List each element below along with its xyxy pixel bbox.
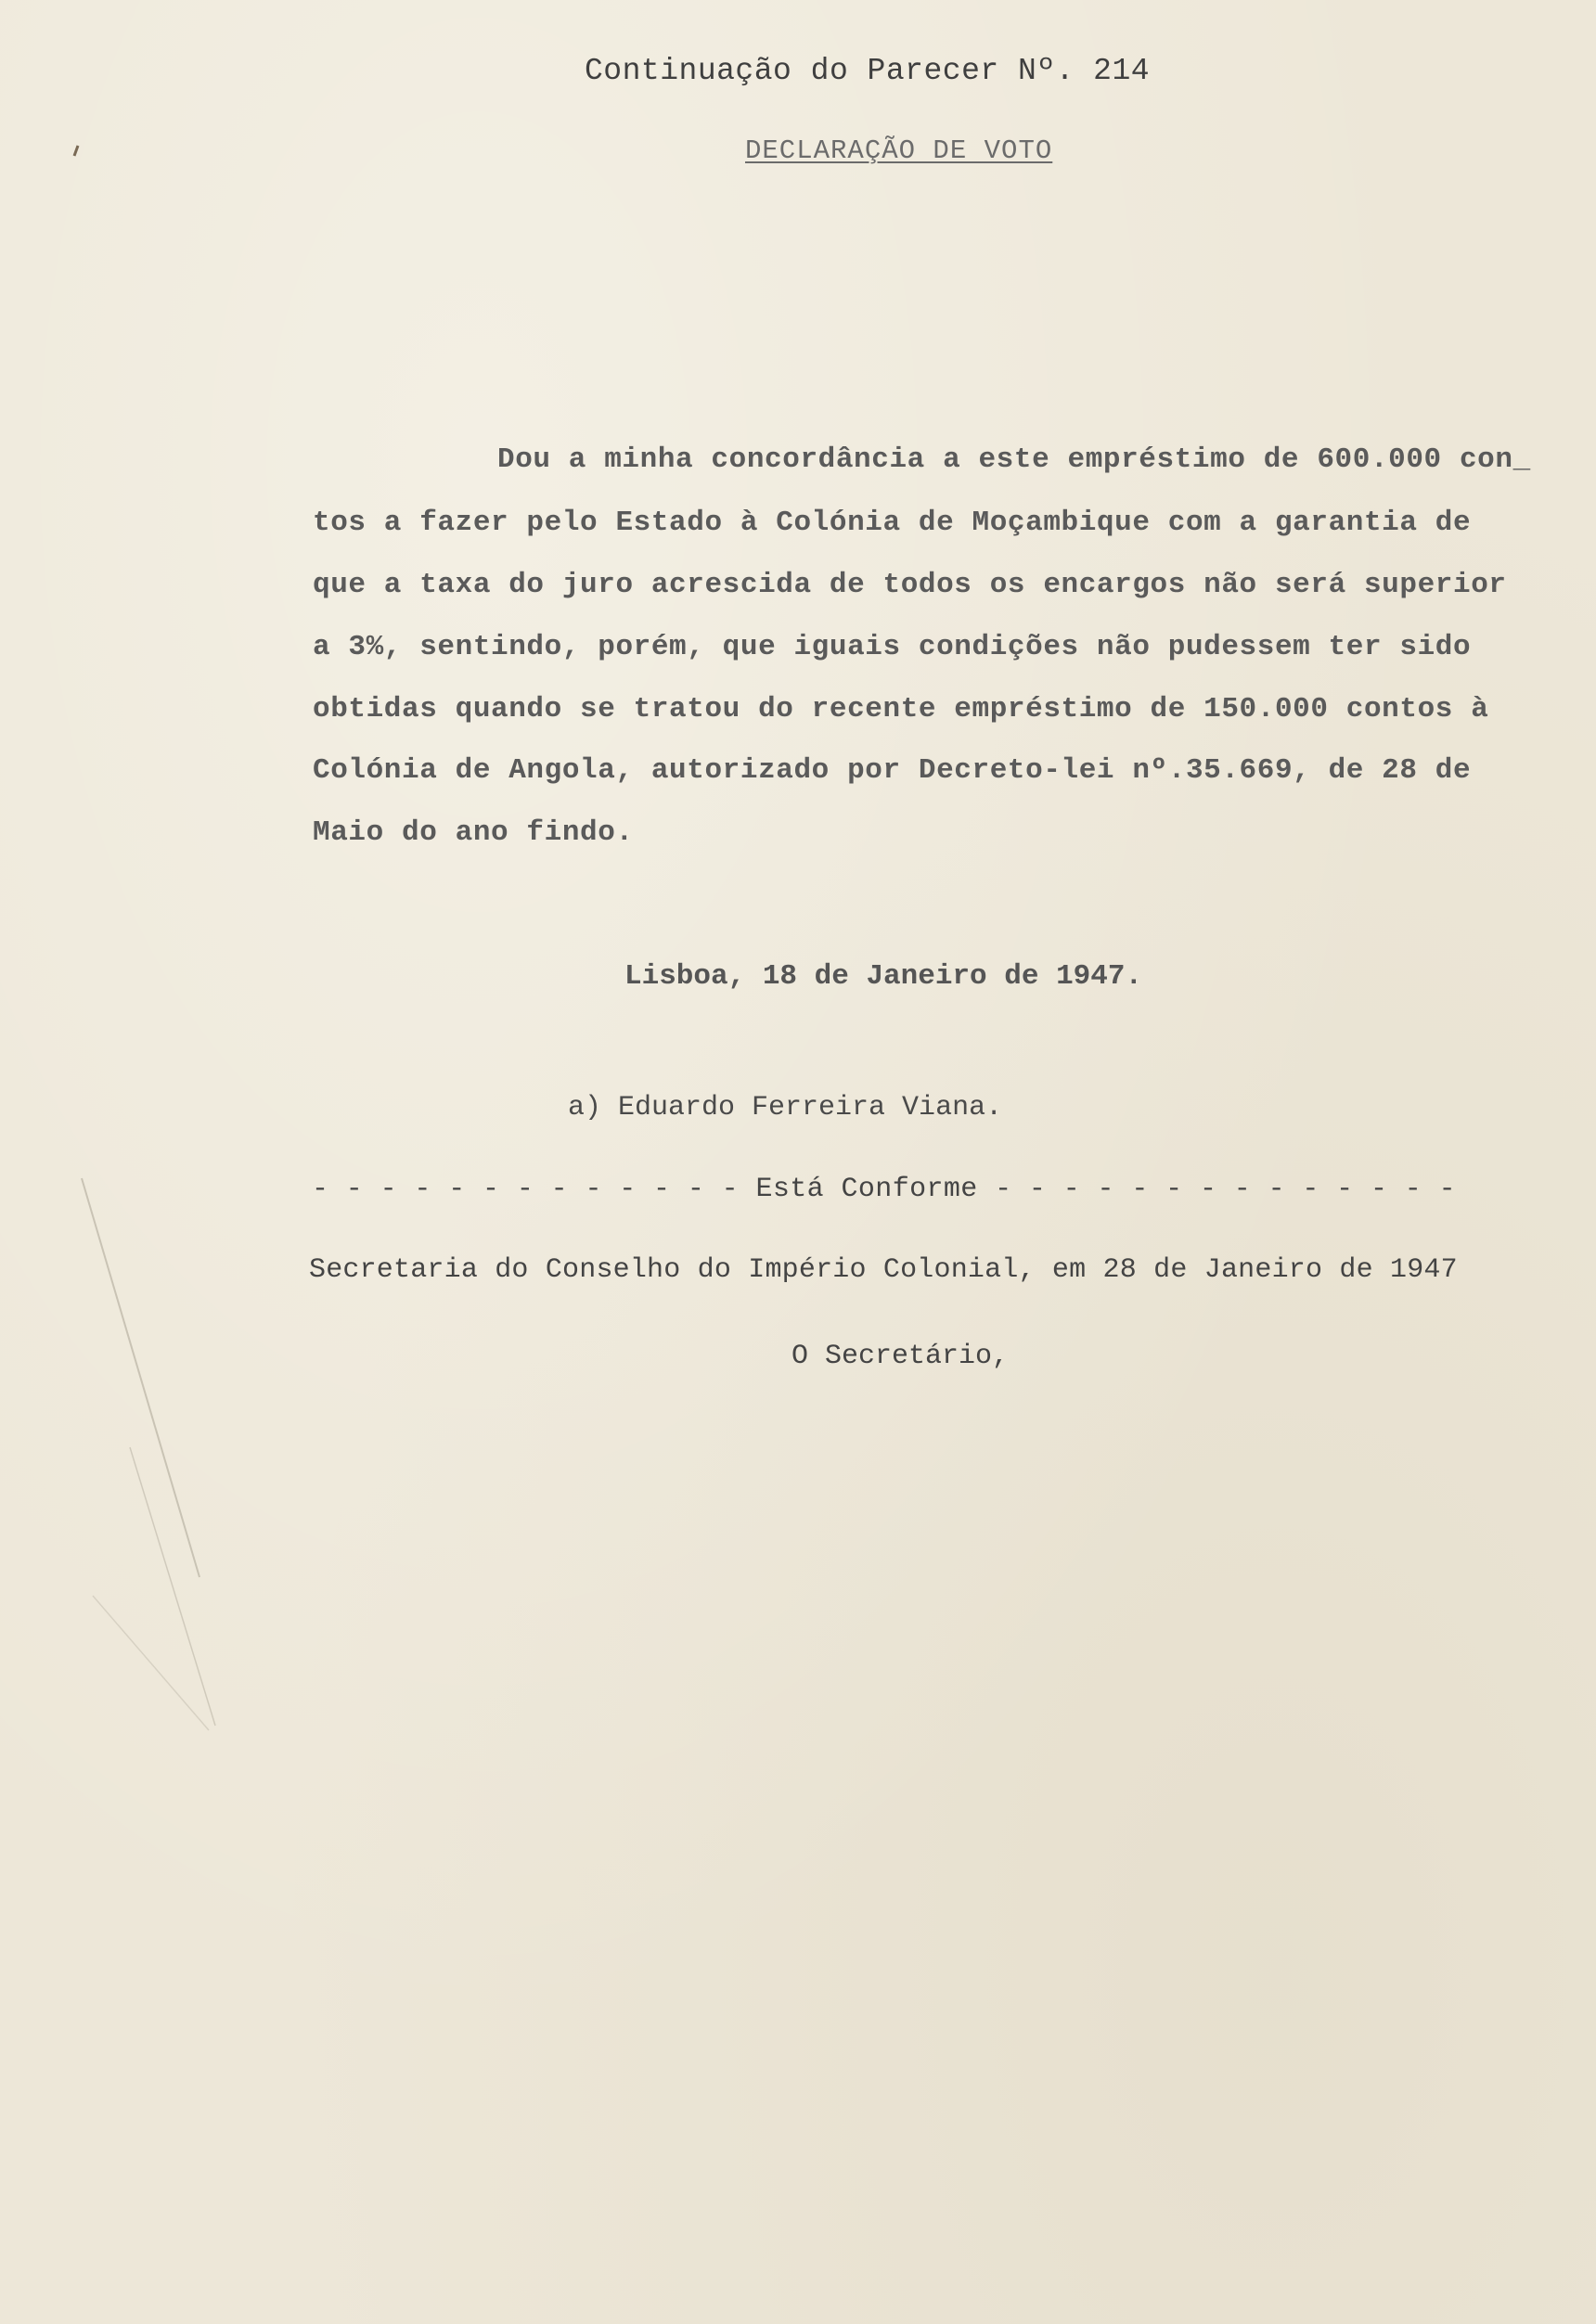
paragraph-line: Dou a minha concordância a este empréstimo de 600.000 con_ — [497, 443, 1531, 476]
signature-line: a) Eduardo Ferreira Viana. — [568, 1092, 1003, 1123]
document-heading: DECLARAÇÃO DE VOTO — [745, 135, 1053, 166]
paragraph-line: a 3%, sentindo, porém, que iguais condições não pudessem ter sido — [313, 631, 1472, 663]
paragraph-line: que a taxa do juro acrescida de todos os encargos não será superior — [313, 569, 1507, 601]
dateline: Lisboa, 18 de Janeiro de 1947. — [624, 960, 1143, 993]
paragraph-line: obtidas quando se tratou do recente empréstimo de 150.000 contos à — [313, 693, 1489, 725]
secretaria-line: Secretaria do Conselho do Império Colonial, em 28 de Janeiro de 1947 — [309, 1254, 1458, 1286]
secretario-line: O Secretário, — [792, 1341, 1010, 1372]
paragraph-line: tos a fazer pelo Estado à Colónia de Moçambique com a garantia de — [313, 507, 1472, 539]
conforme-line: - - - - - - - - - - - - - Está Conforme - - - - - - - - - - - - - - — [312, 1174, 1456, 1205]
paragraph-line: Maio do ano findo. — [313, 816, 634, 849]
paragraph-line: Colónia de Angola, autorizado por Decreto-lei nº.35.669, de 28 de — [313, 754, 1472, 787]
document-header: Continuação do Parecer Nº. 214 — [585, 54, 1151, 88]
